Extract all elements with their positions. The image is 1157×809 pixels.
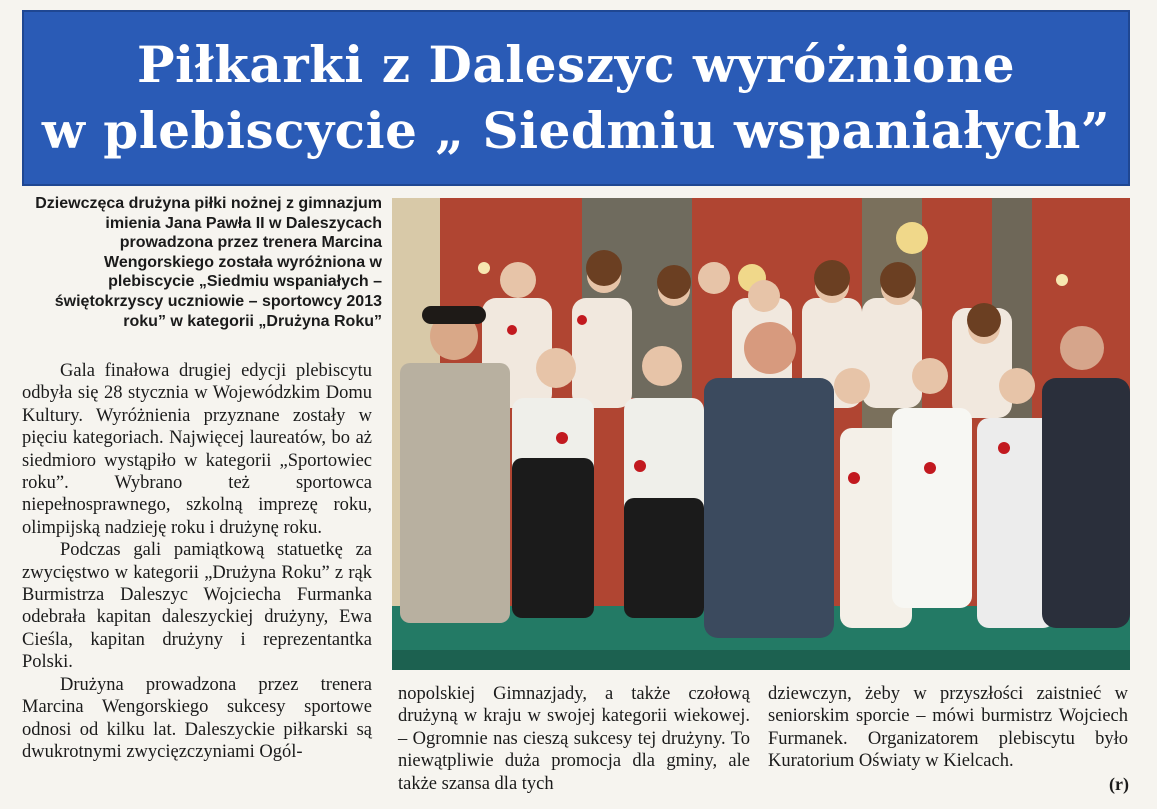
headline-banner [22,10,1130,186]
paragraph-3: Drużyna prowadzona przez trenera Marcina Wengorskiego sukcesy sportowe odnosi od kilku lat. Daleszyckie piłkarski są dwukrotnymi zwycięzczyniami Ogól- [22,674,372,762]
lead-paragraph: Dziewczęca drużyna piłki nożnej z gimnazjum imienia Jana Pawła II w Daleszycach prowadzona przez trenera Marcina Wengorskiego została wyróżniona w plebiscycie „Siedmiu wspaniałych – świętokrzyscy uczniowie – sportowcy 2013 roku” w kategorii „Drużyna Roku” [35,195,382,330]
headline-line-1: Piłkarki z Daleszyc wyróżnione [136,35,1016,94]
article-column-2 [398,683,750,795]
article-column-1 [22,360,372,763]
paragraph-1: Gala finałowa drugiej edycji plebiscytu odbyła się 28 stycznia w Wojewódzkim Domu Kultury. Wyróżnienia przyznane zostały w pięciu kategoriach. Najwięcej laureatów, bo aż siedmioro wystąpiło w kategorii „Sportowiec roku”. Wybrano też sportowca niepełnosprawnego, szkolną imprezę roku, olimpijską nadzieję roku i drużynę roku. [22,361,372,538]
team-photo-illustration [392,198,1130,670]
column-2-text: nopolskiej Gimnazjady, a także czołową drużyną w kraju w swojej kategorii wiekowej. – Ogromnie nas cieszą sukcesy tej drużyny. To niewątpliwie duża promocja dla gminy, ale także szansa dla tych [398,684,750,794]
headline-line-2: w plebiscycie „ Siedmiu wspaniałych” [41,101,1111,160]
author-signature: (r) [1109,774,1129,794]
paragraph-2: Podczas gali pamiątkową statuetkę za zwycięstwo w kategorii „Drużyna Roku” z rąk Burmistrza Daleszyc Wojciecha Furmanka odebrała kapitan daleszyckiej drużyny, Ewa Cieśla, kapitan drużyny i reprezentantka Polski. [22,540,372,673]
column-3-text: dziewczyn, żeby w przyszłości zaistnieć w seniorskim sporcie – mówi burmistrz Wojciech Furmanek. Organizatorem plebiscytu było Kuratorium Oświaty w Kielcach. [768,684,1128,772]
team-photo [392,198,1130,670]
article-column-3 [768,683,1128,773]
